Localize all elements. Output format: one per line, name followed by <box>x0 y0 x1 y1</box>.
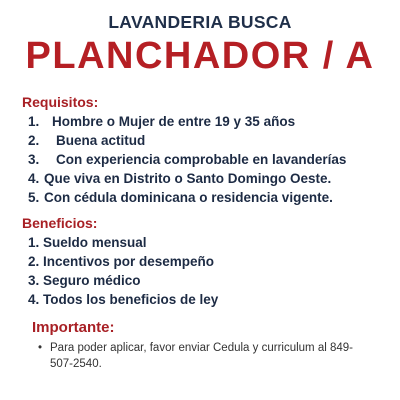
list-item <box>28 252 218 271</box>
item-text: Sueldo mensual <box>43 235 147 250</box>
item-number: 5. <box>28 190 40 205</box>
item-number: 1. <box>28 235 40 250</box>
poster-title: PLANCHADOR / A <box>25 35 375 77</box>
item-text: Incentivos por desempeño <box>43 254 215 269</box>
item-text: Todos los beneficios de ley <box>43 292 219 307</box>
list-item <box>28 169 346 188</box>
item-number: 4. <box>28 292 40 307</box>
item-text: Con experiencia comprobable en lavanderías <box>56 152 347 167</box>
item-number: 3. <box>28 273 40 288</box>
importante-note <box>38 340 368 372</box>
bullet-icon: • <box>38 342 43 354</box>
list-item <box>28 233 218 252</box>
list-item <box>28 131 346 150</box>
requisitos-heading: Requisitos: <box>22 94 99 110</box>
list-item <box>28 271 218 290</box>
list-item <box>28 290 218 309</box>
item-number: 2. <box>28 133 40 148</box>
item-number: 3. <box>28 152 40 167</box>
item-number: 4. <box>28 171 40 186</box>
list-item <box>28 112 346 131</box>
importante-text: Para poder aplicar, favor enviar Cedula y curriculum al 849-507-2540. <box>50 342 353 370</box>
item-number: 2. <box>28 254 40 269</box>
item-text: Buena actitud <box>56 133 146 148</box>
list-item <box>28 150 346 169</box>
list-item <box>28 188 346 207</box>
beneficios-heading: Beneficios: <box>22 215 98 231</box>
item-text: Hombre o Mujer de entre 19 y 35 años <box>52 114 296 129</box>
item-text: Que viva en Distrito o Santo Domingo Oeste. <box>44 171 332 186</box>
item-text: Con cédula dominicana o residencia vigente. <box>44 190 333 205</box>
item-text: Seguro médico <box>43 273 141 288</box>
item-number: 1. <box>28 114 40 129</box>
beneficios-list <box>28 233 218 309</box>
importante-heading: Importante: <box>32 319 115 336</box>
poster-subtitle: LAVANDERIA BUSCA <box>108 12 292 32</box>
requisitos-list <box>28 112 346 207</box>
